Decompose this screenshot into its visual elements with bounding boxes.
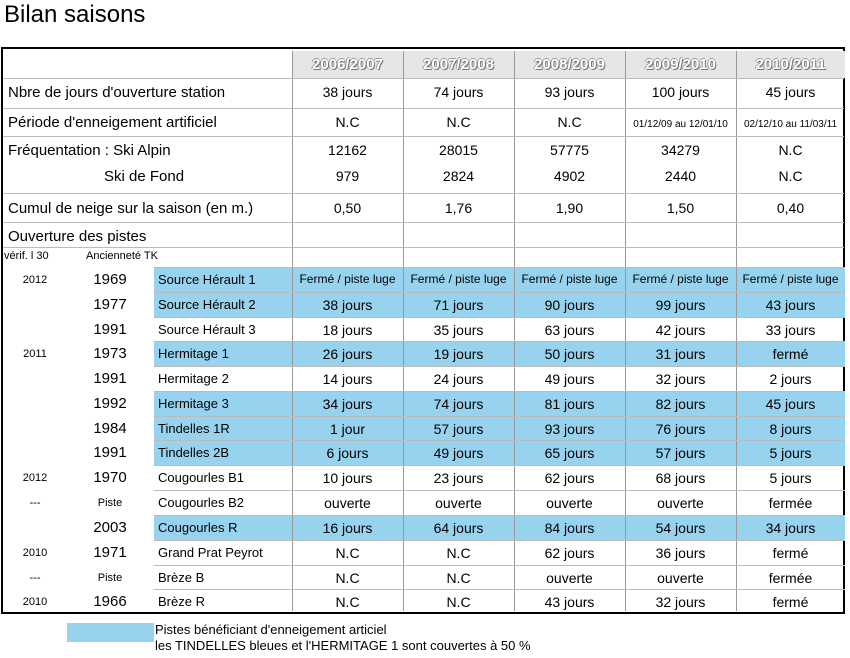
verif-value: 2012 [22,274,48,286]
verif-value: 2011 [23,348,47,360]
row-divider [154,416,845,417]
trail-value: 34 jours [322,396,373,412]
trail-value: Fermé / piste luge [299,272,396,286]
verif-value: --- [29,497,41,509]
verif-value: 2010 [22,547,48,559]
summary-value: N.C [778,142,803,158]
summary-label: Cumul de neige sur la saison (en m.) [8,200,254,217]
trail-value: 16 jours [322,520,373,536]
summary-value: 100 jours [651,84,710,100]
trail-name: Tindelles 2B [158,445,230,460]
row-divider [154,465,845,466]
trail-value: 26 jours [322,346,373,362]
trail-value: 2 jours [769,371,812,387]
summary-value: 12162 [328,142,367,158]
row-divider [3,193,844,194]
trail-value: 63 jours [544,322,595,338]
trail-name: Cougourles R [158,520,238,535]
trail-name: Source Hérault 1 [158,272,256,287]
trail-value: 99 jours [655,297,706,313]
anciennete-value: 1984 [93,420,127,437]
trail-value: 81 jours [544,396,595,412]
trail-value: 42 jours [655,322,706,338]
anciennete-value: 1973 [93,345,127,362]
summary-value: 1,76 [444,200,473,216]
summary-value: 01/12/09 au 12/01/10 [633,119,728,130]
verif-value: 2012 [22,472,48,484]
summary-value: 28015 [439,142,478,158]
summary-value: 2440 [664,168,697,184]
trail-value: 76 jours [655,421,706,437]
section-label: Ouverture des pistes [8,228,147,245]
trail-value: 35 jours [433,322,484,338]
trail-value: fermé [772,594,809,610]
summary-value: 45 jours [765,84,816,100]
row-divider [154,391,845,392]
trail-value: 43 jours [544,594,595,610]
legend-line-1: Pistes bénéficiant d'enneigement articiel [155,622,387,637]
summary-value: 1,50 [666,200,695,216]
legend-swatch [67,623,154,642]
trail-value: 23 jours [433,470,484,486]
trail-value: 57 jours [433,421,484,437]
trail-value: 33 jours [765,322,816,338]
trail-name: Hermitage 2 [158,371,229,386]
trail-value: ouverte [546,495,593,511]
summary-label: Fréquentation : Ski Alpin [8,142,171,159]
trail-value: 62 jours [544,545,595,561]
trail-value: 62 jours [544,470,595,486]
summary-value: 34279 [661,142,700,158]
trail-value: 74 jours [433,396,484,412]
trail-name: Source Hérault 3 [158,322,256,337]
verif-header: vérif. l 30 [4,250,49,262]
summary-label: Nbre de jours d'ouverture station [8,84,226,101]
anciennete-value: 1991 [93,370,127,387]
anciennete-value: 1991 [93,444,127,461]
trail-value: 34 jours [765,520,816,536]
trail-value: 36 jours [655,545,706,561]
trail-value: N.C [335,545,360,561]
trail-value: 18 jours [322,322,373,338]
anciennete-value: 1969 [93,271,127,288]
summary-label: Période d'enneigement artificiel [8,114,217,131]
anciennete-value: 2003 [93,519,127,536]
trail-value: 82 jours [655,396,706,412]
row-divider [3,78,844,79]
anciennete-value: Piste [97,572,123,584]
legend [155,622,531,654]
trail-value: 6 jours [326,445,369,461]
summary-value: 93 jours [544,84,595,100]
trail-value: ouverte [435,495,482,511]
trail-value: 84 jours [544,520,595,536]
trail-name: Brèze R [158,594,205,609]
trail-value: fermée [768,570,813,586]
season-header: 2006/2007 [312,56,383,73]
summary-value: 979 [335,168,360,184]
trail-name: Source Hérault 2 [158,297,256,312]
row-divider [154,366,845,367]
row-divider [3,247,844,248]
summary-value: 38 jours [322,84,373,100]
trail-value: 49 jours [544,371,595,387]
anciennete-value: 1992 [93,395,127,412]
summary-value: 74 jours [433,84,484,100]
trail-value: 49 jours [433,445,484,461]
trail-value: 45 jours [765,396,816,412]
summary-value: N.C [446,114,471,130]
row-divider [154,540,845,541]
trail-value: 1 jour [329,421,366,437]
trail-value: 54 jours [655,520,706,536]
trail-value: 5 jours [769,445,812,461]
legend-line-2: les TINDELLES bleues et l'HERMITAGE 1 sont couvertes à 50 % [155,638,531,653]
trail-name: Grand Prat Peyrot [158,545,263,560]
season-header: 2010/2011 [755,56,826,73]
trail-value: 71 jours [433,297,484,313]
anciennete-value: 1966 [93,593,127,610]
row-divider [3,136,844,137]
trail-value: Fermé / piste luge [742,272,839,286]
trail-value: 57 jours [655,445,706,461]
trail-value: 10 jours [322,470,373,486]
verif-value: 2010 [22,596,48,608]
trail-value: 68 jours [655,470,706,486]
trail-value: 8 jours [769,421,812,437]
row-divider [154,565,845,566]
trail-value: 32 jours [655,594,706,610]
trail-value: ouverte [546,570,593,586]
summary-value: 0,50 [333,200,362,216]
page-title: Bilan saisons [4,1,146,28]
anciennete-value: 1977 [93,296,127,313]
row-divider [154,267,845,268]
verif-value: --- [29,572,41,584]
trail-value: N.C [335,570,360,586]
row-divider [154,589,845,590]
row-divider [3,108,844,109]
trail-value: ouverte [324,495,371,511]
trail-value: 31 jours [655,346,706,362]
trail-name: Hermitage 3 [158,396,229,411]
row-divider [154,490,845,491]
row-divider [154,515,845,516]
anciennete-value: 1991 [93,321,127,338]
summary-value: N.C [778,168,803,184]
summary-value: N.C [335,114,360,130]
summary-value: 57775 [550,142,589,158]
summary-value: 0,40 [776,200,805,216]
summary-value: 4902 [553,168,586,184]
trail-value: 93 jours [544,421,595,437]
row-divider [154,292,845,293]
trail-value: N.C [335,594,360,610]
trail-value: 64 jours [433,520,484,536]
anciennete-value: Piste [97,497,123,509]
trail-name: Hermitage 1 [158,346,229,361]
trail-value: 43 jours [765,297,816,313]
trail-value: Fermé / piste luge [632,272,729,286]
season-header: 2009/2010 [645,56,716,73]
summary-value: N.C [557,114,582,130]
trail-value: 24 jours [433,371,484,387]
trail-value: N.C [446,545,471,561]
trail-value: fermé [772,545,809,561]
trail-value: 65 jours [544,445,595,461]
anciennete-value: 1971 [93,544,127,561]
trail-value: 50 jours [544,346,595,362]
row-divider [154,341,845,342]
anciennete-value: 1970 [93,469,127,486]
trail-value: 90 jours [544,297,595,313]
row-divider [3,222,844,223]
trail-value: 5 jours [769,470,812,486]
trail-name: Brèze B [158,570,205,585]
trail-value: fermée [768,495,813,511]
trail-value: 32 jours [655,371,706,387]
row-divider [154,440,845,441]
trail-name: Cougourles B1 [158,470,244,485]
trail-value: 19 jours [433,346,484,362]
summary-value: 2824 [442,168,475,184]
trail-name: Tindelles 1R [158,421,230,436]
trail-value: ouverte [657,495,704,511]
trail-value: ouverte [657,570,704,586]
trail-name: Cougourles B2 [158,495,244,510]
summary-value: 02/12/10 au 11/03/11 [743,119,838,130]
trail-value: fermé [772,346,809,362]
season-header: 2008/2009 [534,56,605,73]
trail-value: N.C [446,594,471,610]
season-header: 2007/2008 [423,56,494,73]
anciennete-header: Ancienneté TK [86,250,158,262]
trail-value: 14 jours [322,371,373,387]
trail-value: Fermé / piste luge [521,272,618,286]
row-divider [154,317,845,318]
summary-value: 1,90 [555,200,584,216]
trail-value: 38 jours [322,297,373,313]
trail-value: Fermé / piste luge [410,272,507,286]
trail-value: N.C [446,570,471,586]
summary-label: Ski de Fond [104,168,185,185]
